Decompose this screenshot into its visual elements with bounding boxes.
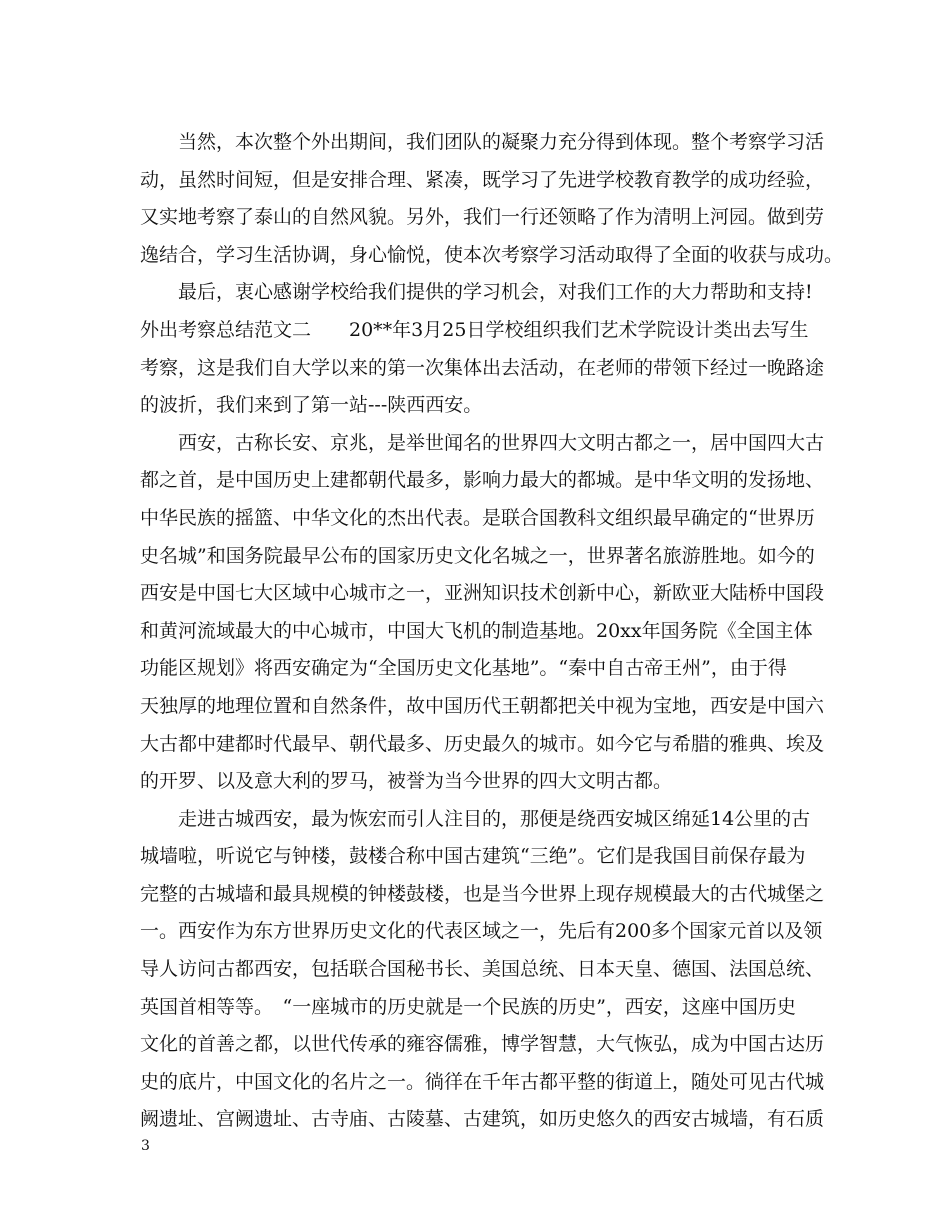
text-line: 天独厚的地理位置和自然条件，故中国历代王朝都把关中视为宝地，西安是中国六 bbox=[140, 694, 825, 717]
text-line: 动，虽然时间短，但是安排合理、紧凑，既学习了先进学校教育教学的成功经验， bbox=[140, 168, 825, 191]
text-line: 逸结合，学习生活协调，身心愉悦，使本次考察学习活动取得了全面的收获与成功。 bbox=[140, 243, 844, 266]
text-line: 考察，这是我们自大学以来的第一次集体出去活动，在老师的带领下经过一晚路途 bbox=[140, 356, 825, 379]
body-text bbox=[140, 124, 844, 1139]
text-line: 文化的首善之都，以世代传承的雍容儒雅，博学智慧，大气恢弘，成为中国古达历 bbox=[140, 1033, 825, 1056]
text-line: 的开罗、以及意大利的罗马，被誉为当今世界的四大文明古都。 bbox=[140, 770, 673, 793]
text-line: 完整的古城墙和最具规模的钟楼鼓楼，也是当今世界上现存规模最大的古代城堡之 bbox=[140, 882, 825, 905]
text-line: 一。西安作为东方世界历史文化的代表区域之一，先后有200多个国家元首以及领 bbox=[140, 920, 823, 943]
text-line: 导人访问古都西安，包括联合国秘书长、美国总统、日本天皇、德国、法国总统、 bbox=[140, 958, 825, 981]
text-line: 的波折，我们来到了第一站---陕西西安。 bbox=[140, 394, 483, 417]
text-line: 西安是中国七大区域中心城市之一，亚洲知识技术创新中心，新欧亚大陆桥中国段 bbox=[140, 582, 825, 605]
text-line: 阙遗址、宫阙遗址、古寺庙、古陵墓、古建筑，如历史悠久的西安古城墙，有石质 bbox=[140, 1108, 825, 1131]
text-line: 都之首，是中国历史上建都朝代最多，影响力最大的都城。是中华文明的发扬地、 bbox=[140, 469, 825, 492]
text-line: 中华民族的摇篮、中华文化的杰出代表。是联合国教科文组织最早确定的“世界历 bbox=[140, 506, 815, 529]
text-line: 功能区规划》将西安确定为“全国历史文化基地”。“秦中自古帝王州”，由于得 bbox=[140, 657, 787, 680]
text-line: 大古都中建都时代最早、朝代最多、历史最久的城市。如今它与希腊的雅典、埃及 bbox=[140, 732, 825, 755]
text-line: 当然，本次整个外出期间，我们团队的凝聚力充分得到体现。整个考察学习活 bbox=[140, 131, 825, 153]
page-number: 3 bbox=[141, 1138, 150, 1154]
text-line: 城墙啦，听说它与钟楼，鼓楼合称中国古建筑“三绝”。它们是我国目前保存最为 bbox=[140, 845, 806, 868]
text-line: 史名城”和国务院最早公布的国家历史文化名城之一，世界著名旅游胜地。如今的 bbox=[140, 544, 815, 567]
text-line: 最后，衷心感谢学校给我们提供的学习机会，对我们工作的大力帮助和支持! bbox=[140, 281, 813, 304]
text-line: 和黄河流域最大的中心城市，中国大飞机的制造基地。20xx年国务院《全国主体 bbox=[140, 619, 813, 642]
text-line: 外出考察总结范文二 20**年3月25日学校组织我们艺术学院设计类出去写生 bbox=[140, 318, 809, 341]
text-line: 走进古城西安，最为恢宏而引人注目的，那便是绕西安城区绵延14公里的古 bbox=[140, 807, 811, 830]
text-line: 西安，古称长安、京兆，是举世闻名的世界四大文明古都之一，居中国四大古 bbox=[140, 431, 825, 454]
text-line: 史的底片，中国文化的名片之一。徜徉在千年古都平整的街道上，随处可见古代城 bbox=[140, 1070, 825, 1093]
text-line: 英国首相等等。 “一座城市的历史就是一个民族的历史”，西安，这座中国历史 bbox=[140, 995, 796, 1018]
text-line: 又实地考察了泰山的自然风貌。另外，我们一行还领略了作为清明上河园。做到劳 bbox=[140, 206, 825, 229]
